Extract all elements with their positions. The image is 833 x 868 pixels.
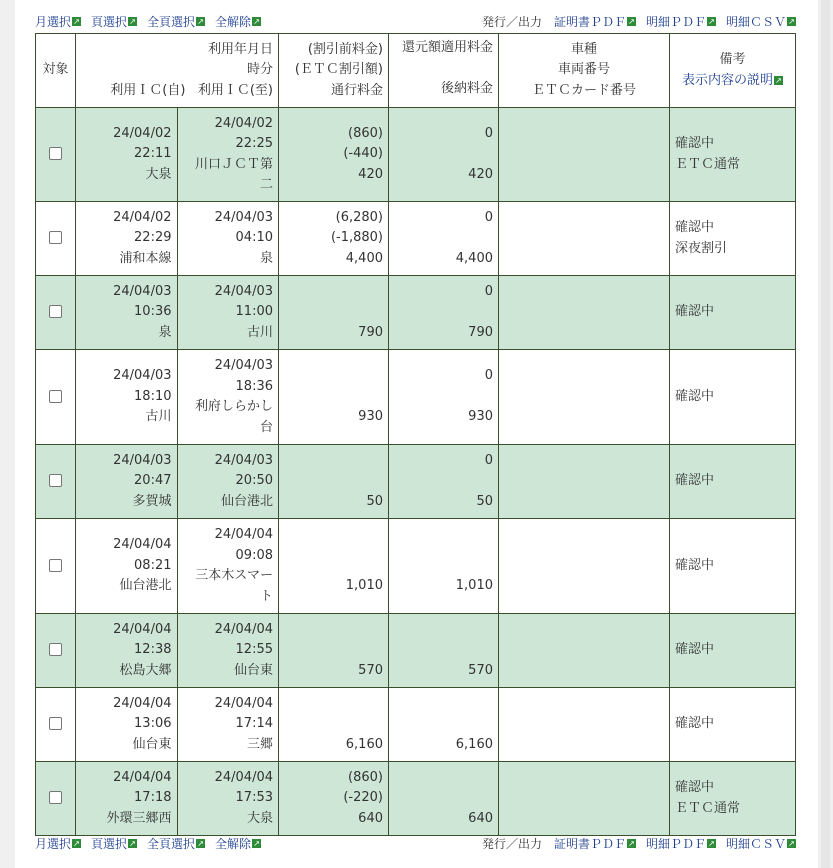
entry-ic: 大泉 (145, 166, 172, 182)
entry-cell (76, 350, 178, 445)
exit-ic: 大泉 (246, 810, 273, 826)
deferred-fee: 6,160 (455, 736, 493, 752)
exit-date: 24/04/03 (214, 452, 273, 468)
refund-fee: 0 (484, 283, 493, 299)
exit-time: 12:55 (235, 642, 273, 658)
external-link-icon: ↗ (628, 16, 635, 26)
right-scrollbar-track[interactable] (818, 0, 833, 868)
remarks-cell (670, 614, 796, 688)
exit-cell (177, 762, 279, 836)
deferred-fee: 50 (476, 493, 493, 509)
output-links (482, 835, 796, 852)
certificate-pdf-label: 証明書ＰＤＦ (553, 14, 626, 29)
entry-date: 24/04/04 (113, 621, 172, 637)
toll-fee: 1,010 (345, 578, 383, 594)
bottom-toolbar (35, 834, 796, 852)
pre-discount-fee (284, 282, 383, 303)
table-row (36, 688, 796, 762)
fee-cell (279, 445, 389, 519)
display-explanation-link[interactable] (682, 71, 783, 92)
refund-cell (389, 276, 499, 350)
left-window-edge (0, 0, 15, 868)
toll-fee: 570 (358, 662, 383, 678)
external-link-icon: ↗ (129, 838, 136, 848)
deferred-fee: 790 (468, 324, 493, 340)
exit-time: 22:25 (235, 136, 273, 151)
status-text: 確認中 (675, 716, 715, 732)
entry-time: 22:29 (134, 230, 172, 246)
table-row (36, 350, 796, 445)
spacer (394, 714, 493, 735)
external-link-icon: ↗ (775, 76, 782, 86)
external-link-icon: ↗ (708, 16, 715, 26)
pre-discount-fee (284, 620, 383, 641)
deselect-all-label: 全解除 (215, 836, 252, 851)
exit-cell (177, 688, 279, 762)
pre-discount-fee: (860) (348, 769, 383, 785)
status-text: 確認中 (675, 220, 715, 235)
spacer (394, 144, 493, 165)
select-all-pages-label: 全頁選択 (147, 836, 196, 851)
exit-ic: 三本木スマート (195, 568, 273, 604)
header-time-label: 時分 (246, 62, 273, 78)
row-select-cell (36, 276, 76, 350)
exit-date: 24/04/03 (214, 209, 273, 225)
exit-date: 24/04/04 (214, 769, 273, 785)
entry-ic: 仙台港北 (119, 578, 172, 594)
exit-date: 24/04/04 (214, 621, 273, 637)
entry-time: 13:06 (134, 716, 172, 732)
external-link-icon: ↗ (253, 16, 260, 26)
fee-cell (279, 276, 389, 350)
header-refund (389, 34, 499, 108)
fee-cell (279, 762, 389, 836)
vehicle-cell (499, 688, 670, 762)
external-link-icon: ↗ (197, 16, 204, 26)
entry-ic: 仙台東 (132, 736, 172, 752)
select-page-label: 頁選択 (91, 836, 128, 851)
deferred-fee: 930 (468, 409, 493, 425)
exit-time: 17:14 (235, 716, 273, 732)
pre-discount-fee: (860) (348, 125, 383, 141)
header-ic-from: 利用ＩＣ(自) (110, 82, 186, 98)
table-row (36, 762, 796, 836)
entry-date: 24/04/04 (113, 769, 172, 785)
select-all-pages-link[interactable] (147, 835, 205, 852)
external-link-icon: ↗ (197, 838, 204, 848)
discount-type: ＥＴＣ通常 (675, 156, 741, 172)
entry-ic: 古川 (145, 409, 172, 425)
select-month-label: 月選択 (35, 836, 72, 851)
header-date-label: 利用年月日 (207, 41, 273, 57)
deferred-fee: 1,010 (455, 578, 493, 594)
select-page-link[interactable] (91, 13, 137, 30)
refund-fee (394, 535, 493, 556)
row-select-cell (36, 688, 76, 762)
vehicle-cell (499, 108, 670, 202)
entry-cell (76, 614, 178, 688)
entry-cell (76, 445, 178, 519)
status-text: 確認中 (675, 557, 715, 573)
status-text: 確認中 (675, 473, 715, 489)
deferred-fee: 570 (468, 662, 493, 678)
toll-fee: 640 (358, 810, 383, 826)
fee-cell (279, 688, 389, 762)
deselect-all-link[interactable] (215, 835, 261, 852)
status-text: 確認中 (675, 304, 715, 320)
exit-time: 11:00 (235, 304, 273, 320)
display-explanation-label: 表示内容の説明 (681, 72, 773, 88)
entry-ic: 松島大郷 (119, 662, 172, 678)
remarks-cell (670, 445, 796, 519)
status-text: 確認中 (675, 780, 715, 795)
table-row (36, 519, 796, 614)
vehicle-cell (499, 445, 670, 519)
exit-cell (177, 350, 279, 445)
refund-fee: 0 (484, 125, 493, 141)
row-select-cell (36, 519, 76, 614)
detail-csv-label: 明細ＣＳＶ (725, 836, 786, 851)
exit-ic: 古川 (246, 324, 273, 340)
external-link-icon: ↗ (129, 16, 136, 26)
spacer (394, 788, 493, 809)
entry-time: 10:36 (134, 304, 172, 320)
header-vehicle-type: 車種 (570, 41, 597, 57)
header-date-ic (76, 34, 279, 108)
entry-cell (76, 519, 178, 614)
exit-date: 24/04/03 (214, 283, 273, 299)
entry-time: 12:38 (134, 642, 172, 658)
exit-cell (177, 276, 279, 350)
remarks-cell (670, 762, 796, 836)
etc-discount: (-440) (343, 146, 383, 162)
external-link-icon: ↗ (73, 16, 80, 26)
exit-time: 17:53 (235, 790, 273, 806)
header-refund-fee: 還元額適用料金 (401, 40, 493, 55)
entry-cell (76, 202, 178, 276)
refund-cell (389, 762, 499, 836)
entry-ic: 多賀城 (132, 493, 172, 509)
pre-discount-fee (284, 451, 383, 472)
etc-discount (284, 387, 383, 408)
deferred-fee: 420 (468, 166, 493, 182)
header-fee (279, 34, 389, 108)
refund-cell (389, 108, 499, 202)
exit-cell (177, 202, 279, 276)
header-vehicle (499, 34, 670, 108)
exit-cell (177, 614, 279, 688)
row-checkbox[interactable] (49, 305, 62, 318)
entry-ic: 泉 (158, 324, 172, 340)
row-checkbox[interactable] (49, 231, 62, 244)
entry-time: 20:47 (134, 473, 172, 489)
entry-date: 24/04/02 (113, 125, 172, 141)
header-ic-to: 利用ＩＣ(至) (197, 82, 273, 98)
scrollbar-thumb[interactable] (821, 0, 830, 868)
fee-cell (279, 108, 389, 202)
top-toolbar (35, 12, 796, 30)
exit-cell (177, 445, 279, 519)
row-select-cell (36, 614, 76, 688)
remarks-cell (670, 202, 796, 276)
issue-output-label: 発行／出力 (481, 14, 542, 29)
etc-discount (284, 640, 383, 661)
entry-cell (76, 688, 178, 762)
row-select-cell (36, 350, 76, 445)
toll-fee: 420 (358, 166, 383, 182)
exit-date: 24/04/04 (214, 527, 273, 542)
discount-type: 深夜割引 (675, 240, 728, 256)
entry-cell (76, 762, 178, 836)
exit-ic: 利府しらかし台 (194, 399, 273, 435)
certificate-pdf-label: 証明書ＰＤＦ (553, 836, 626, 851)
remarks-cell (670, 519, 796, 614)
spacer (394, 640, 493, 661)
toll-fee: 930 (358, 409, 383, 425)
header-ic-labels (81, 81, 273, 102)
detail-csv-link[interactable] (726, 13, 796, 30)
spacer (394, 387, 493, 408)
table-row (36, 108, 796, 202)
header-deferred-fee: 後納料金 (440, 80, 493, 96)
status-text: 確認中 (675, 136, 715, 151)
entry-cell (76, 276, 178, 350)
row-select-cell (36, 445, 76, 519)
vehicle-cell (499, 350, 670, 445)
refund-fee: 0 (484, 368, 493, 384)
header-toll: 通行料金 (330, 82, 383, 98)
exit-ic: 泉 (259, 250, 273, 266)
spacer (394, 302, 493, 323)
exit-cell (177, 108, 279, 202)
etc-discount: (-220) (343, 790, 383, 806)
entry-date: 24/04/03 (113, 452, 172, 468)
fee-cell (279, 202, 389, 276)
refund-fee: 0 (484, 452, 493, 468)
refund-cell (389, 614, 499, 688)
status-text: 確認中 (675, 642, 715, 658)
etc-discount: (-1,880) (330, 230, 383, 246)
entry-time: 17:18 (134, 790, 172, 806)
toll-fee: 6,160 (345, 736, 383, 752)
exit-ic: 三郷 (246, 736, 273, 752)
etc-discount (284, 302, 383, 323)
exit-ic: 仙台港北 (220, 493, 273, 509)
refund-fee (394, 768, 493, 789)
vehicle-cell (499, 202, 670, 276)
header-pre-discount: (割引前料金) (307, 41, 383, 57)
vehicle-cell (499, 762, 670, 836)
select-page-link[interactable] (91, 835, 137, 852)
etc-discount (284, 714, 383, 735)
row-checkbox[interactable] (49, 559, 62, 572)
deferred-fee: 4,400 (455, 250, 493, 266)
row-select-cell (36, 762, 76, 836)
header-etc-card-number: ＥＴＣカード番号 (531, 82, 636, 98)
header-remarks (670, 34, 796, 108)
deselect-all-link[interactable] (215, 13, 261, 30)
status-text: 確認中 (675, 388, 715, 404)
exit-cell (177, 519, 279, 614)
entry-date: 24/04/04 (113, 537, 172, 553)
refund-cell (389, 519, 499, 614)
remarks-cell (670, 108, 796, 202)
vehicle-cell (499, 519, 670, 614)
table-body (36, 108, 796, 836)
exit-date: 24/04/04 (214, 695, 273, 711)
row-checkbox[interactable] (49, 474, 62, 487)
entry-date: 24/04/04 (113, 695, 172, 711)
entry-date: 24/04/03 (113, 283, 172, 299)
pre-discount-fee (284, 366, 383, 387)
fee-cell (279, 614, 389, 688)
deferred-fee: 640 (468, 810, 493, 826)
certificate-pdf-link[interactable] (554, 835, 636, 852)
selection-links (35, 835, 261, 852)
exit-time: 18:36 (235, 378, 273, 394)
exit-time: 04:10 (235, 230, 273, 246)
fee-cell (279, 519, 389, 614)
refund-fee: 0 (484, 209, 493, 225)
discount-type: ＥＴＣ通常 (675, 800, 741, 816)
external-link-icon: ↗ (788, 838, 795, 848)
entry-time: 08:21 (134, 557, 172, 573)
entry-ic: 外環三郷西 (106, 810, 172, 826)
pre-discount-fee: (6,280) (335, 209, 383, 225)
fee-cell (279, 350, 389, 445)
spacer (394, 228, 493, 249)
row-checkbox[interactable] (49, 390, 62, 403)
entry-ic: 浦和本線 (119, 250, 172, 266)
external-link-icon: ↗ (628, 838, 635, 848)
entry-time: 22:11 (134, 146, 172, 162)
refund-fee (394, 694, 493, 715)
header-remarks-label: 備考 (719, 52, 746, 67)
select-all-pages-label: 全頁選択 (147, 14, 196, 29)
header-vehicle-number: 車両番号 (557, 62, 610, 78)
exit-ic: 川口ＪＣＴ第二 (194, 156, 273, 192)
external-link-icon: ↗ (73, 838, 80, 848)
select-month-link[interactable] (35, 13, 81, 30)
refund-fee (394, 620, 493, 641)
etc-discount (284, 556, 383, 577)
row-checkbox[interactable] (49, 791, 62, 804)
external-link-icon: ↗ (788, 16, 795, 26)
issue-output-label: 発行／出力 (481, 836, 542, 851)
etc-discount (284, 471, 383, 492)
remarks-cell (670, 688, 796, 762)
detail-pdf-label: 明細ＰＤＦ (645, 14, 706, 29)
entry-date: 24/04/02 (113, 209, 172, 225)
entry-date: 24/04/03 (113, 368, 172, 384)
entry-time: 18:10 (134, 388, 172, 404)
select-all-pages-link[interactable] (147, 13, 205, 30)
exit-ic: 仙台東 (233, 662, 273, 678)
exit-time: 20:50 (235, 473, 273, 489)
pre-discount-fee (284, 535, 383, 556)
exit-time: 09:08 (235, 547, 273, 563)
detail-pdf-link[interactable] (646, 835, 716, 852)
detail-csv-link[interactable] (726, 835, 796, 852)
header-etc-discount: (ＥＴＣ割引額) (294, 62, 383, 78)
detail-pdf-label: 明細ＰＤＦ (645, 836, 706, 851)
entry-cell (76, 108, 178, 202)
refund-cell (389, 445, 499, 519)
vehicle-cell (499, 276, 670, 350)
toll-fee: 50 (366, 493, 383, 509)
table-header-row (36, 34, 796, 108)
deselect-all-label: 全解除 (215, 14, 252, 29)
row-select-cell (36, 202, 76, 276)
table-row (36, 276, 796, 350)
row-checkbox[interactable] (49, 147, 62, 160)
refund-cell (389, 350, 499, 445)
select-month-label: 月選択 (35, 14, 72, 29)
pre-discount-fee (284, 694, 383, 715)
table-row (36, 614, 796, 688)
exit-date: 24/04/03 (214, 358, 273, 373)
row-checkbox[interactable] (49, 717, 62, 730)
toll-fee: 790 (358, 324, 383, 340)
refund-cell (389, 688, 499, 762)
row-select-cell (36, 108, 76, 202)
detail-pdf-link[interactable] (646, 13, 716, 30)
remarks-cell (670, 350, 796, 445)
remarks-cell (670, 276, 796, 350)
row-checkbox[interactable] (49, 643, 62, 656)
detail-csv-label: 明細ＣＳＶ (725, 14, 786, 29)
select-page-label: 頁選択 (91, 14, 128, 29)
exit-date: 24/04/02 (214, 115, 273, 131)
output-links (482, 13, 796, 30)
external-link-icon: ↗ (708, 838, 715, 848)
spacer (394, 556, 493, 577)
usage-history-table (35, 33, 796, 836)
spacer (394, 471, 493, 492)
certificate-pdf-link[interactable] (554, 13, 636, 30)
select-month-link[interactable] (35, 835, 81, 852)
table-row (36, 202, 796, 276)
table-row (36, 445, 796, 519)
refund-cell (389, 202, 499, 276)
toll-fee: 4,400 (345, 250, 383, 266)
external-link-icon: ↗ (253, 838, 260, 848)
selection-links (35, 13, 261, 30)
header-target: 対象 (36, 34, 76, 108)
vehicle-cell (499, 614, 670, 688)
